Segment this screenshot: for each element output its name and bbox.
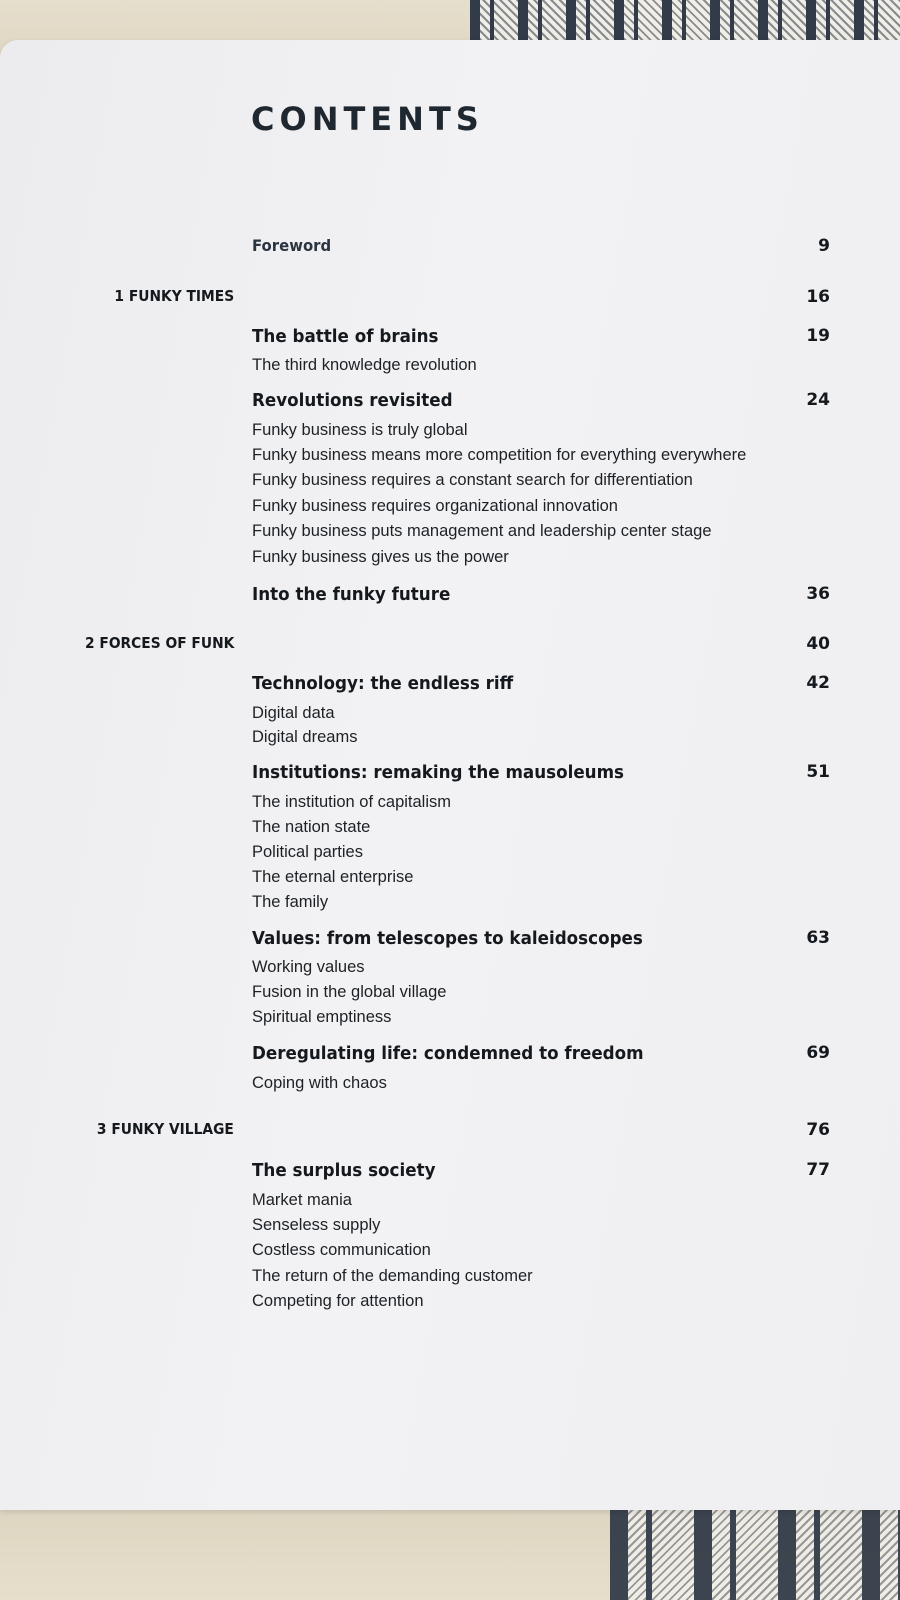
toc-page-number: 9	[818, 236, 830, 256]
toc-chapter-row	[0, 326, 900, 354]
toc-page-number: 76	[806, 1120, 830, 1140]
toc-subsection: Coping with chaos	[252, 1074, 387, 1092]
toc-page-number: 42	[806, 673, 830, 693]
toc-page-number: 40	[806, 634, 830, 654]
toc-chapter-row	[0, 928, 900, 956]
toc-subsection: The return of the demanding customer	[252, 1267, 533, 1285]
toc-subsection: Funky business is truly global	[252, 421, 468, 439]
toc-subsection: The nation state	[252, 818, 371, 836]
toc-page-number: 77	[806, 1160, 830, 1180]
contents-heading: CONTENTS	[251, 100, 484, 138]
toc-page-number: 69	[806, 1043, 830, 1063]
toc-subsection: The institution of capitalism	[252, 793, 452, 811]
toc-part-label: 1 FUNKY TIMES	[114, 287, 234, 305]
toc-subsection: Funky business requires a constant search for differentiation	[252, 471, 693, 489]
toc-part-row	[0, 634, 900, 662]
toc-subsection: Funky business means more competition for everything everywhere	[252, 446, 747, 464]
toc-part-row	[0, 287, 900, 315]
toc-chapter-title: Institutions: remaking the mausoleums	[252, 762, 624, 783]
toc-subsection: Digital data	[252, 704, 335, 722]
toc-chapter-title: Foreword	[252, 236, 332, 255]
toc-subsection: Funky business gives us the power	[252, 548, 509, 566]
toc-chapter-title: The surplus society	[252, 1160, 436, 1181]
toc-part-label: 2 FORCES OF FUNK	[84, 634, 234, 652]
toc-subsection: Fusion in the global village	[252, 983, 447, 1001]
toc-page-number: 63	[806, 928, 830, 948]
plaid-fabric-bottom	[610, 1505, 900, 1600]
toc-subsection: Competing for attention	[252, 1292, 424, 1310]
toc-subsection: Spiritual emptiness	[252, 1008, 392, 1026]
toc-subsection: The third knowledge revolution	[252, 356, 477, 374]
toc-subsection: Market mania	[252, 1191, 352, 1209]
toc-chapter-row	[0, 1043, 900, 1071]
toc-subsection: Political parties	[252, 843, 363, 861]
toc-subsection: The eternal enterprise	[252, 868, 414, 886]
toc-part-label: 3 FUNKY VILLAGE	[97, 1120, 234, 1138]
toc-chapter-title: Into the funky future	[252, 584, 451, 605]
toc-chapter-row	[0, 762, 900, 790]
toc-part-row	[0, 1120, 900, 1148]
toc-page-number: 36	[806, 584, 830, 604]
toc-subsection: Working values	[252, 958, 365, 976]
toc-chapter-title: Deregulating life: condemned to freedom	[252, 1043, 644, 1064]
toc-page-number: 16	[806, 287, 830, 307]
toc-subsection: Funky business requires organizational innovation	[252, 497, 618, 515]
toc-subsection: Digital dreams	[252, 728, 358, 746]
toc-chapter-title: The battle of brains	[252, 326, 439, 347]
toc-chapter-row	[0, 673, 900, 701]
toc-subsection: Funky business puts management and leadership center stage	[252, 522, 712, 540]
toc-page-number: 51	[806, 762, 830, 782]
toc-chapter-row	[0, 1160, 900, 1188]
toc-chapter-title: Revolutions revisited	[252, 390, 453, 411]
toc-subsection: The family	[252, 893, 329, 911]
toc-page-number: 19	[806, 326, 830, 346]
toc-chapter-title: Technology: the endless riff	[252, 673, 514, 694]
toc-subsection: Senseless supply	[252, 1216, 381, 1234]
toc-chapter-row	[0, 390, 900, 418]
toc-foreword-row	[0, 236, 900, 264]
toc-page-number: 24	[806, 390, 830, 410]
toc-subsection: Costless communication	[252, 1241, 431, 1259]
toc-chapter-title: Values: from telescopes to kaleidoscopes	[252, 928, 643, 949]
toc-chapter-row	[0, 584, 900, 612]
